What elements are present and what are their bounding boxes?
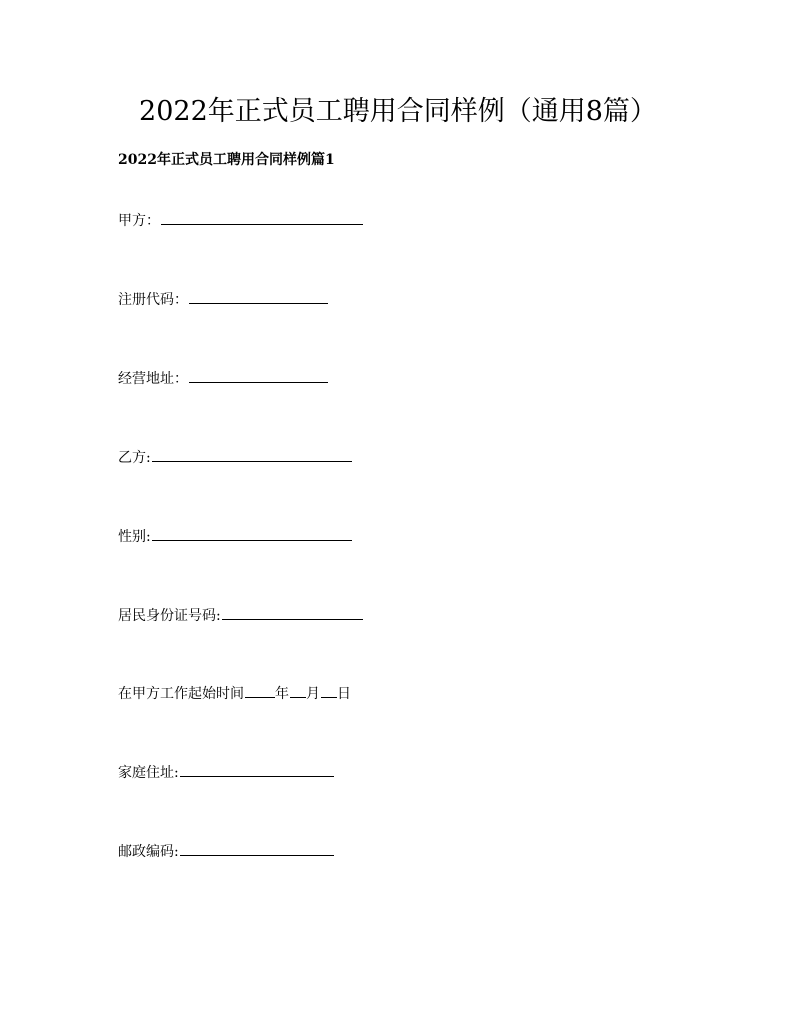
month-label: 月 <box>306 686 320 702</box>
field-label: 在甲方工作起始时间 <box>118 686 244 702</box>
field-gender <box>118 526 352 547</box>
field-label: 性别: <box>118 529 151 545</box>
start-year-blank[interactable] <box>245 683 275 698</box>
field-party-b <box>118 447 352 468</box>
page-title: 2022年正式员工聘用合同样例（通用8篇） <box>139 96 657 127</box>
start-month-blank[interactable] <box>290 683 306 698</box>
field-label: 乙方: <box>118 450 151 466</box>
field-party-a <box>118 210 363 231</box>
field-label: 甲方： <box>118 213 160 229</box>
start-day-blank[interactable] <box>321 683 337 698</box>
year-label: 年 <box>275 686 289 702</box>
field-business-address <box>118 368 328 389</box>
section-heading: 2022年正式员工聘用合同样例篇1 <box>118 152 335 168</box>
day-label: 日 <box>337 686 351 702</box>
field-start-time <box>118 683 351 704</box>
field-label: 家庭住址: <box>118 765 179 781</box>
field-label: 注册代码： <box>118 292 188 308</box>
field-id-number <box>118 605 363 626</box>
gender-blank[interactable] <box>152 526 352 541</box>
field-postal-code <box>118 841 334 862</box>
home-address-blank[interactable] <box>180 762 334 777</box>
postal-code-blank[interactable] <box>180 841 334 856</box>
registration-code-blank[interactable] <box>189 289 328 304</box>
field-registration-code <box>118 289 328 310</box>
id-number-blank[interactable] <box>222 605 363 620</box>
field-label: 经营地址： <box>118 371 188 387</box>
business-address-blank[interactable] <box>189 368 328 383</box>
field-label: 邮政编码: <box>118 844 179 860</box>
field-home-address <box>118 762 334 783</box>
party-a-blank[interactable] <box>161 210 363 225</box>
party-b-blank[interactable] <box>152 447 352 462</box>
field-label: 居民身份证号码: <box>118 608 221 624</box>
